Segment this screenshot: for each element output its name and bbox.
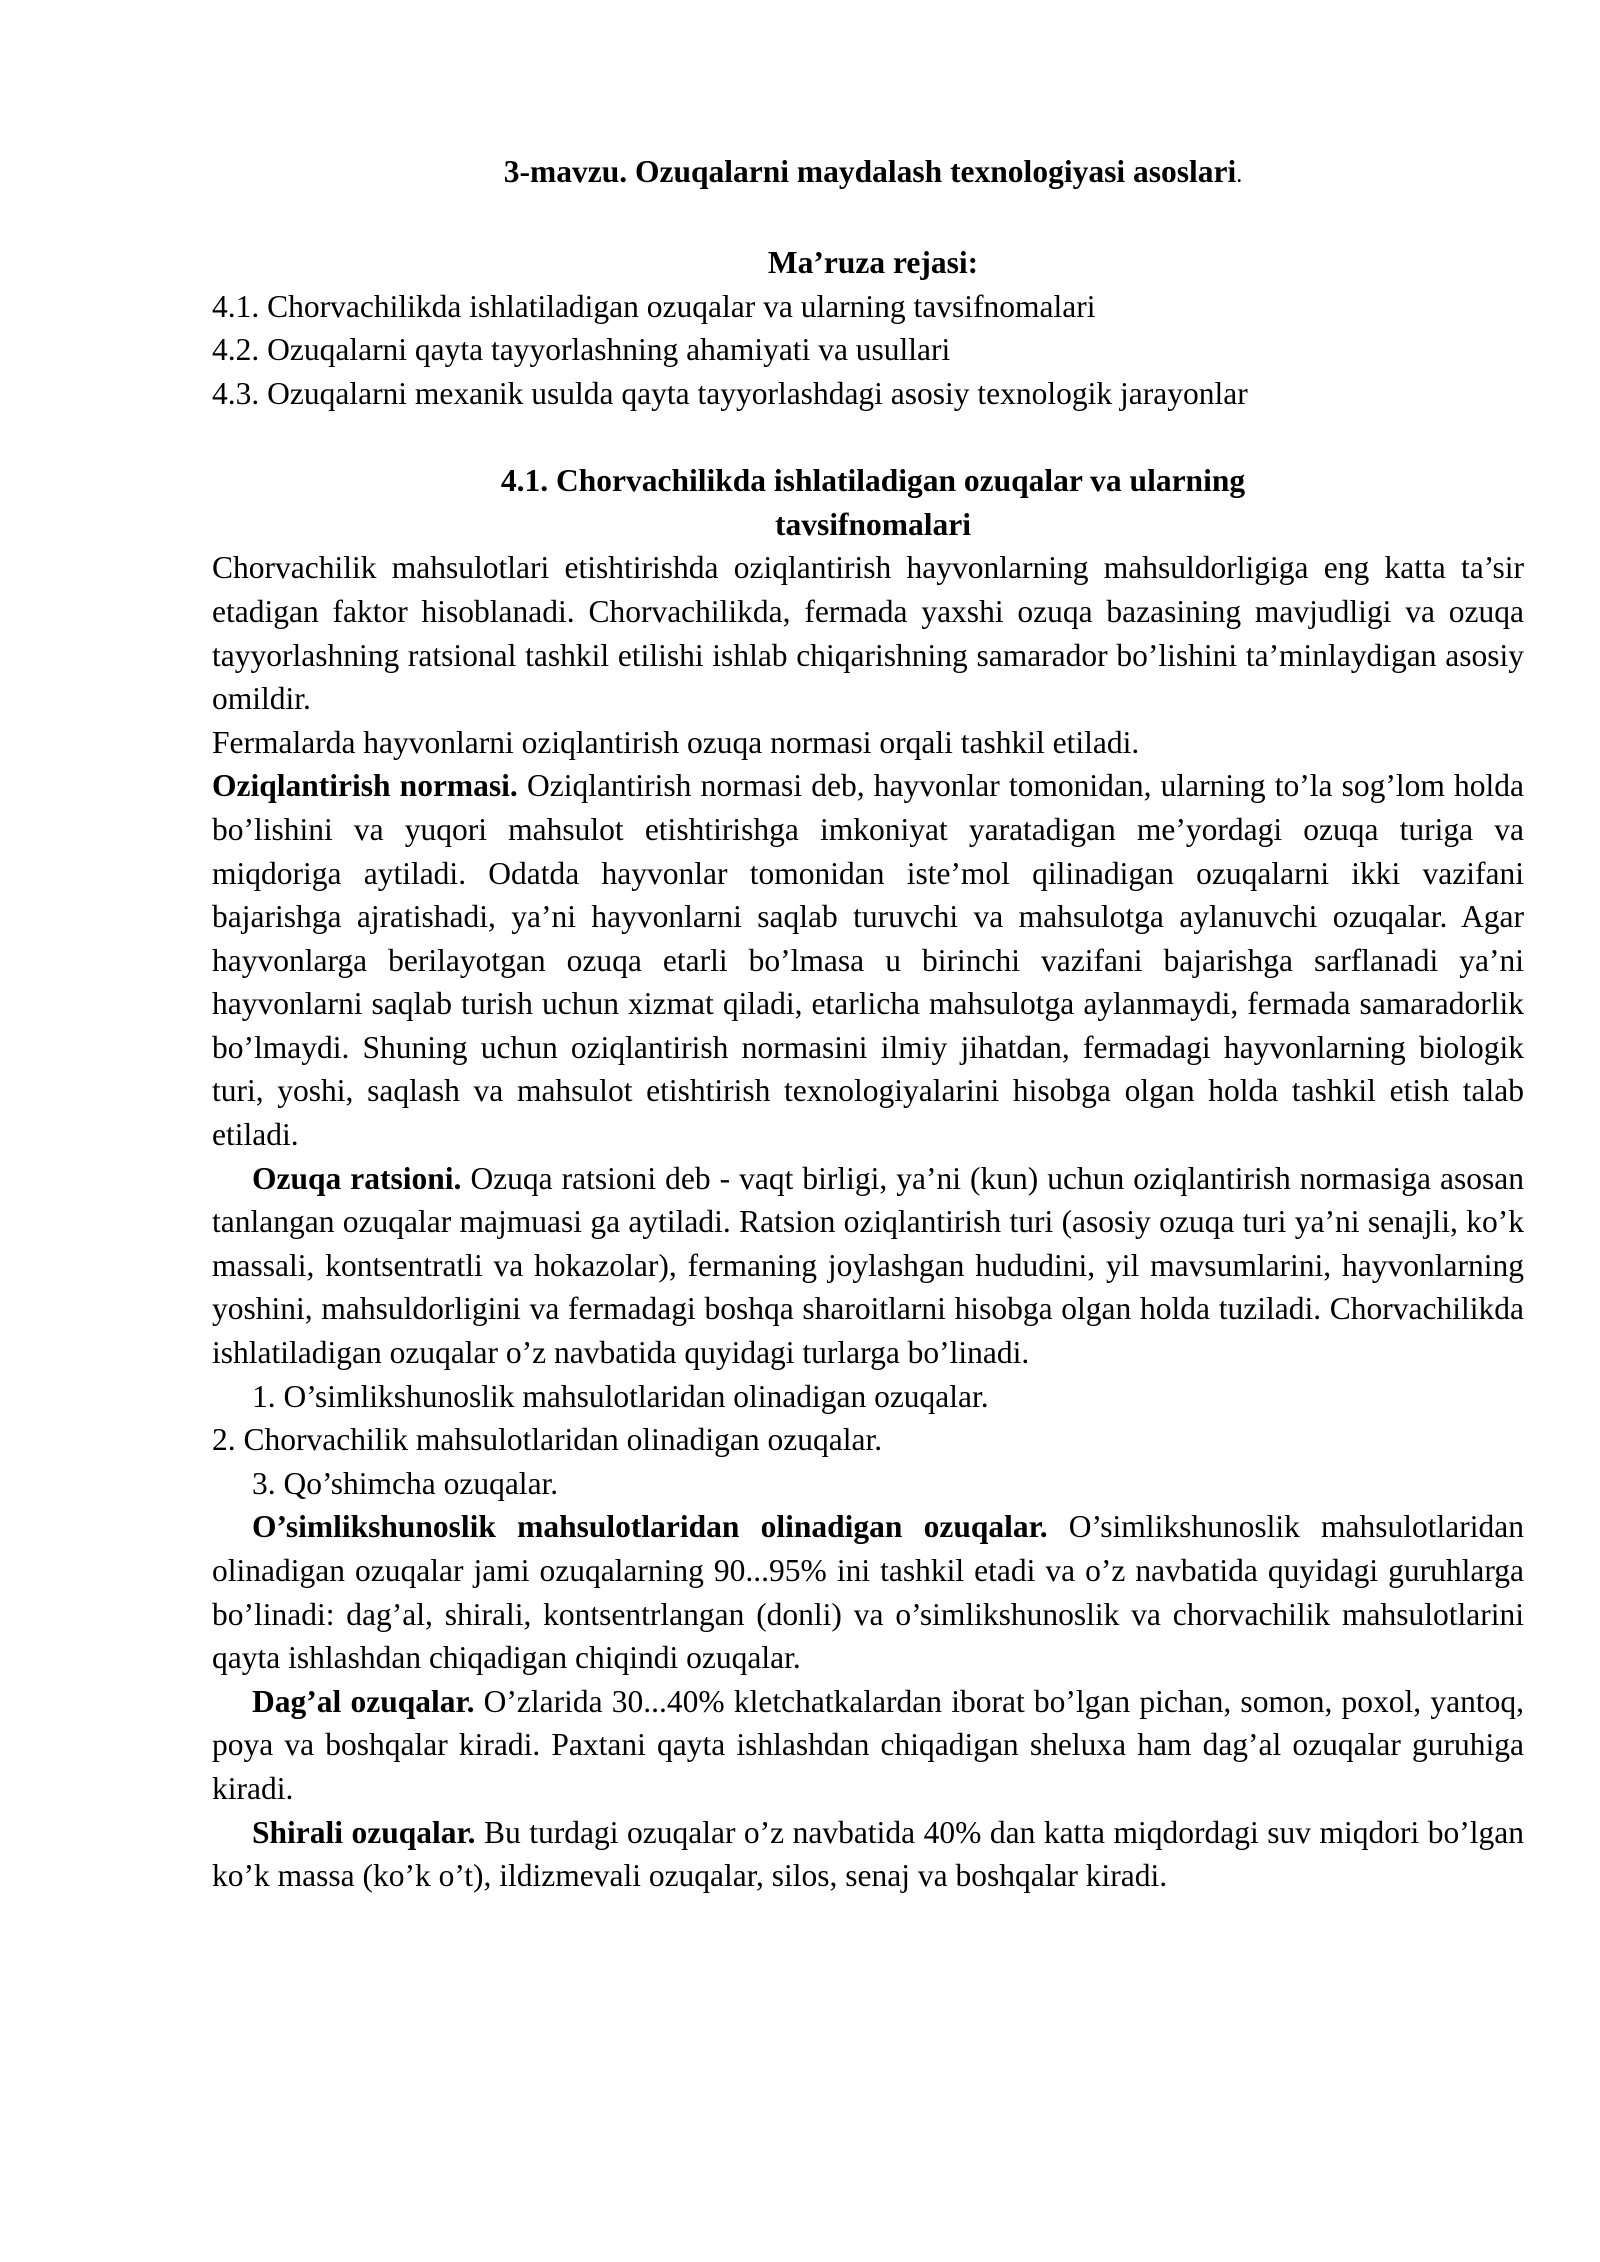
term-ration: Ozuqa ratsioni.	[252, 1160, 462, 1196]
list-item: 3. Qo’shimcha ozuqalar.	[252, 1465, 559, 1501]
document-title	[212, 150, 1524, 198]
paragraph-norm-intro: Fermalarda hayvonlarni oziqlantirish ozuqa normasi orqali tashkil etiladi.	[212, 724, 1140, 760]
section-heading-line1: 4.1. Chorvachilikda ishlatiladigan ozuqalar va ularning	[500, 463, 1246, 499]
document-page	[212, 150, 1524, 1898]
term-plant-feeds: O’simlikshunoslik mahsulotlaridan olinadigan ozuqalar.	[252, 1509, 1048, 1545]
list-item: 2. Chorvachilik mahsulotlaridan olinadigan ozuqalar.	[212, 1422, 883, 1458]
list-item: 1. O’simlikshunoslik mahsulotlaridan olinadigan ozuqalar.	[252, 1378, 989, 1414]
paragraph-ration-text: Ozuqa ratsioni deb - vaqt birligi, ya’ni (kun) uchun oziqlantirish normasiga asosan tanlangan ozuqalar majmuasi ga aytiladi. Ratsion oziqlantirish turi (asosiy ozuqa turi ya’ni senajli, ko’k massali, kontsentratli va hokazolar), fermaning joylashgan hududini, yil mavsumlarini, hayvonlarning yoshini, mahsuldorligini va fermadagi boshqa sharoitlarni hisobga olgan holda tuziladi. Chorvachilikda ishlatiladigan ozuqalar o’z navbatida quyidagi turlarga bo’linadi.	[212, 1160, 1524, 1371]
plan-item-3: 4.3. Ozuqalarni mexanik usulda qayta tayyorlashdagi asosiy texnologik jarayonlar	[212, 375, 1248, 411]
spacer	[212, 416, 1524, 460]
paragraph-intro: Chorvachilik mahsulotlari etishtirishda oziqlantirish hayvonlarning mahsuldorligiga eng katta ta’sir etadigan faktor hisoblanadi. Chorvachilikda, fermada yaxshi ozuqa bazasining mavjudligi va ozuqa tayyorlashning ratsional tashkil etilishi ishlab chiqarishning samarador bo’lishini ta’minlaydigan asosiy omildir.	[212, 550, 1524, 717]
paragraph-roughage	[212, 1680, 1524, 1811]
document-title-text: 3-mavzu. Ozuqalarni maydalash texnologiyasi asoslari	[503, 154, 1237, 189]
paragraph-feeding-norm	[212, 764, 1524, 1156]
document-title-dot: .	[1236, 162, 1243, 188]
section-heading-line2: tavsifnomalari	[775, 506, 971, 542]
paragraph-plant-feeds-text: O’simlikshunoslik mahsulotlaridan olinadigan ozuqalar jami ozuqalarning 90...95% ini tashkil etadi va o’z navbatida quyidagi guruhlarga bo’linadi: dag’al, shirali, kontsentrlangan (donli) va o’simlikshunoslik va chorvachilik mahsulotlarini qayta ishlashdan chiqadigan chiqindi ozuqalar.	[212, 1509, 1524, 1676]
spacer	[212, 198, 1524, 242]
term-feeding-norm: Oziqlantirish normasi.	[212, 768, 518, 804]
paragraph-ration	[212, 1157, 1524, 1375]
section-heading	[212, 459, 1524, 546]
paragraph-plant-feeds	[212, 1505, 1524, 1679]
paragraph-roughage-text: O’zlarida 30...40% kletchatkalardan iborat bo’lgan pichan, somon, poxol, yantoq, poya va boshqalar kiradi. Paxtani qayta ishlashdan chiqadigan sheluxa ham dag’al ozuqalar guruhiga kiradi.	[212, 1683, 1524, 1806]
plan-heading: Ma’ruza rejasi:	[767, 245, 979, 281]
plan-item-1: 4.1. Chorvachilikda ishlatiladigan ozuqalar va ularning tavsifnomalari	[212, 288, 1096, 324]
term-roughage: Dag’al ozuqalar.	[252, 1683, 475, 1719]
paragraph-feeding-norm-text: Oziqlantirish normasi deb, hayvonlar tomonidan, ularning to’la sog’lom holda bo’lishini va yuqori mahsulot etishtirishga imkoniyat yaratadigan me’yordagi ozuqa turiga va miqdoriga aytiladi. Odatda hayvonlar tomonidan iste’mol qilinadigan ozuqalarni ikki vazifani bajarishga ajratishadi, ya’ni hayvonlarni saqlab turuvchi va mahsulotga aylanuvchi ozuqalar. Agar hayvonlarga berilayotgan ozuqa etarli bo’lmasa u birinchi vazifani bajarishga sarflanadi ya’ni hayvonlarni saqlab turish uchun xizmat qiladi, etarlicha mahsulotga aylanmaydi, fermada samaradorlik bo’lmaydi. Shuning uchun oziqlantirish normasini ilmiy jihatdan, fermadagi hayvonlarning biologik turi, yoshi, saqlash va mahsulot etishtirish texnologiyalarini hisobga olgan holda tashkil etish talab etiladi.	[212, 768, 1524, 1153]
plan-item-2: 4.2. Ozuqalarni qayta tayyorlashning ahamiyati va usullari	[212, 332, 951, 368]
term-succulent: Shirali ozuqalar.	[252, 1814, 476, 1850]
paragraph-succulent-text: Bu turdagi ozuqalar o’z navbatida 40% dan katta miqdordagi suv miqdori bo’lgan ko’k massa (ko’k o’t), ildizmevali ozuqalar, silos, senaj va boshqalar kiradi.	[212, 1814, 1524, 1894]
paragraph-succulent	[212, 1811, 1524, 1898]
